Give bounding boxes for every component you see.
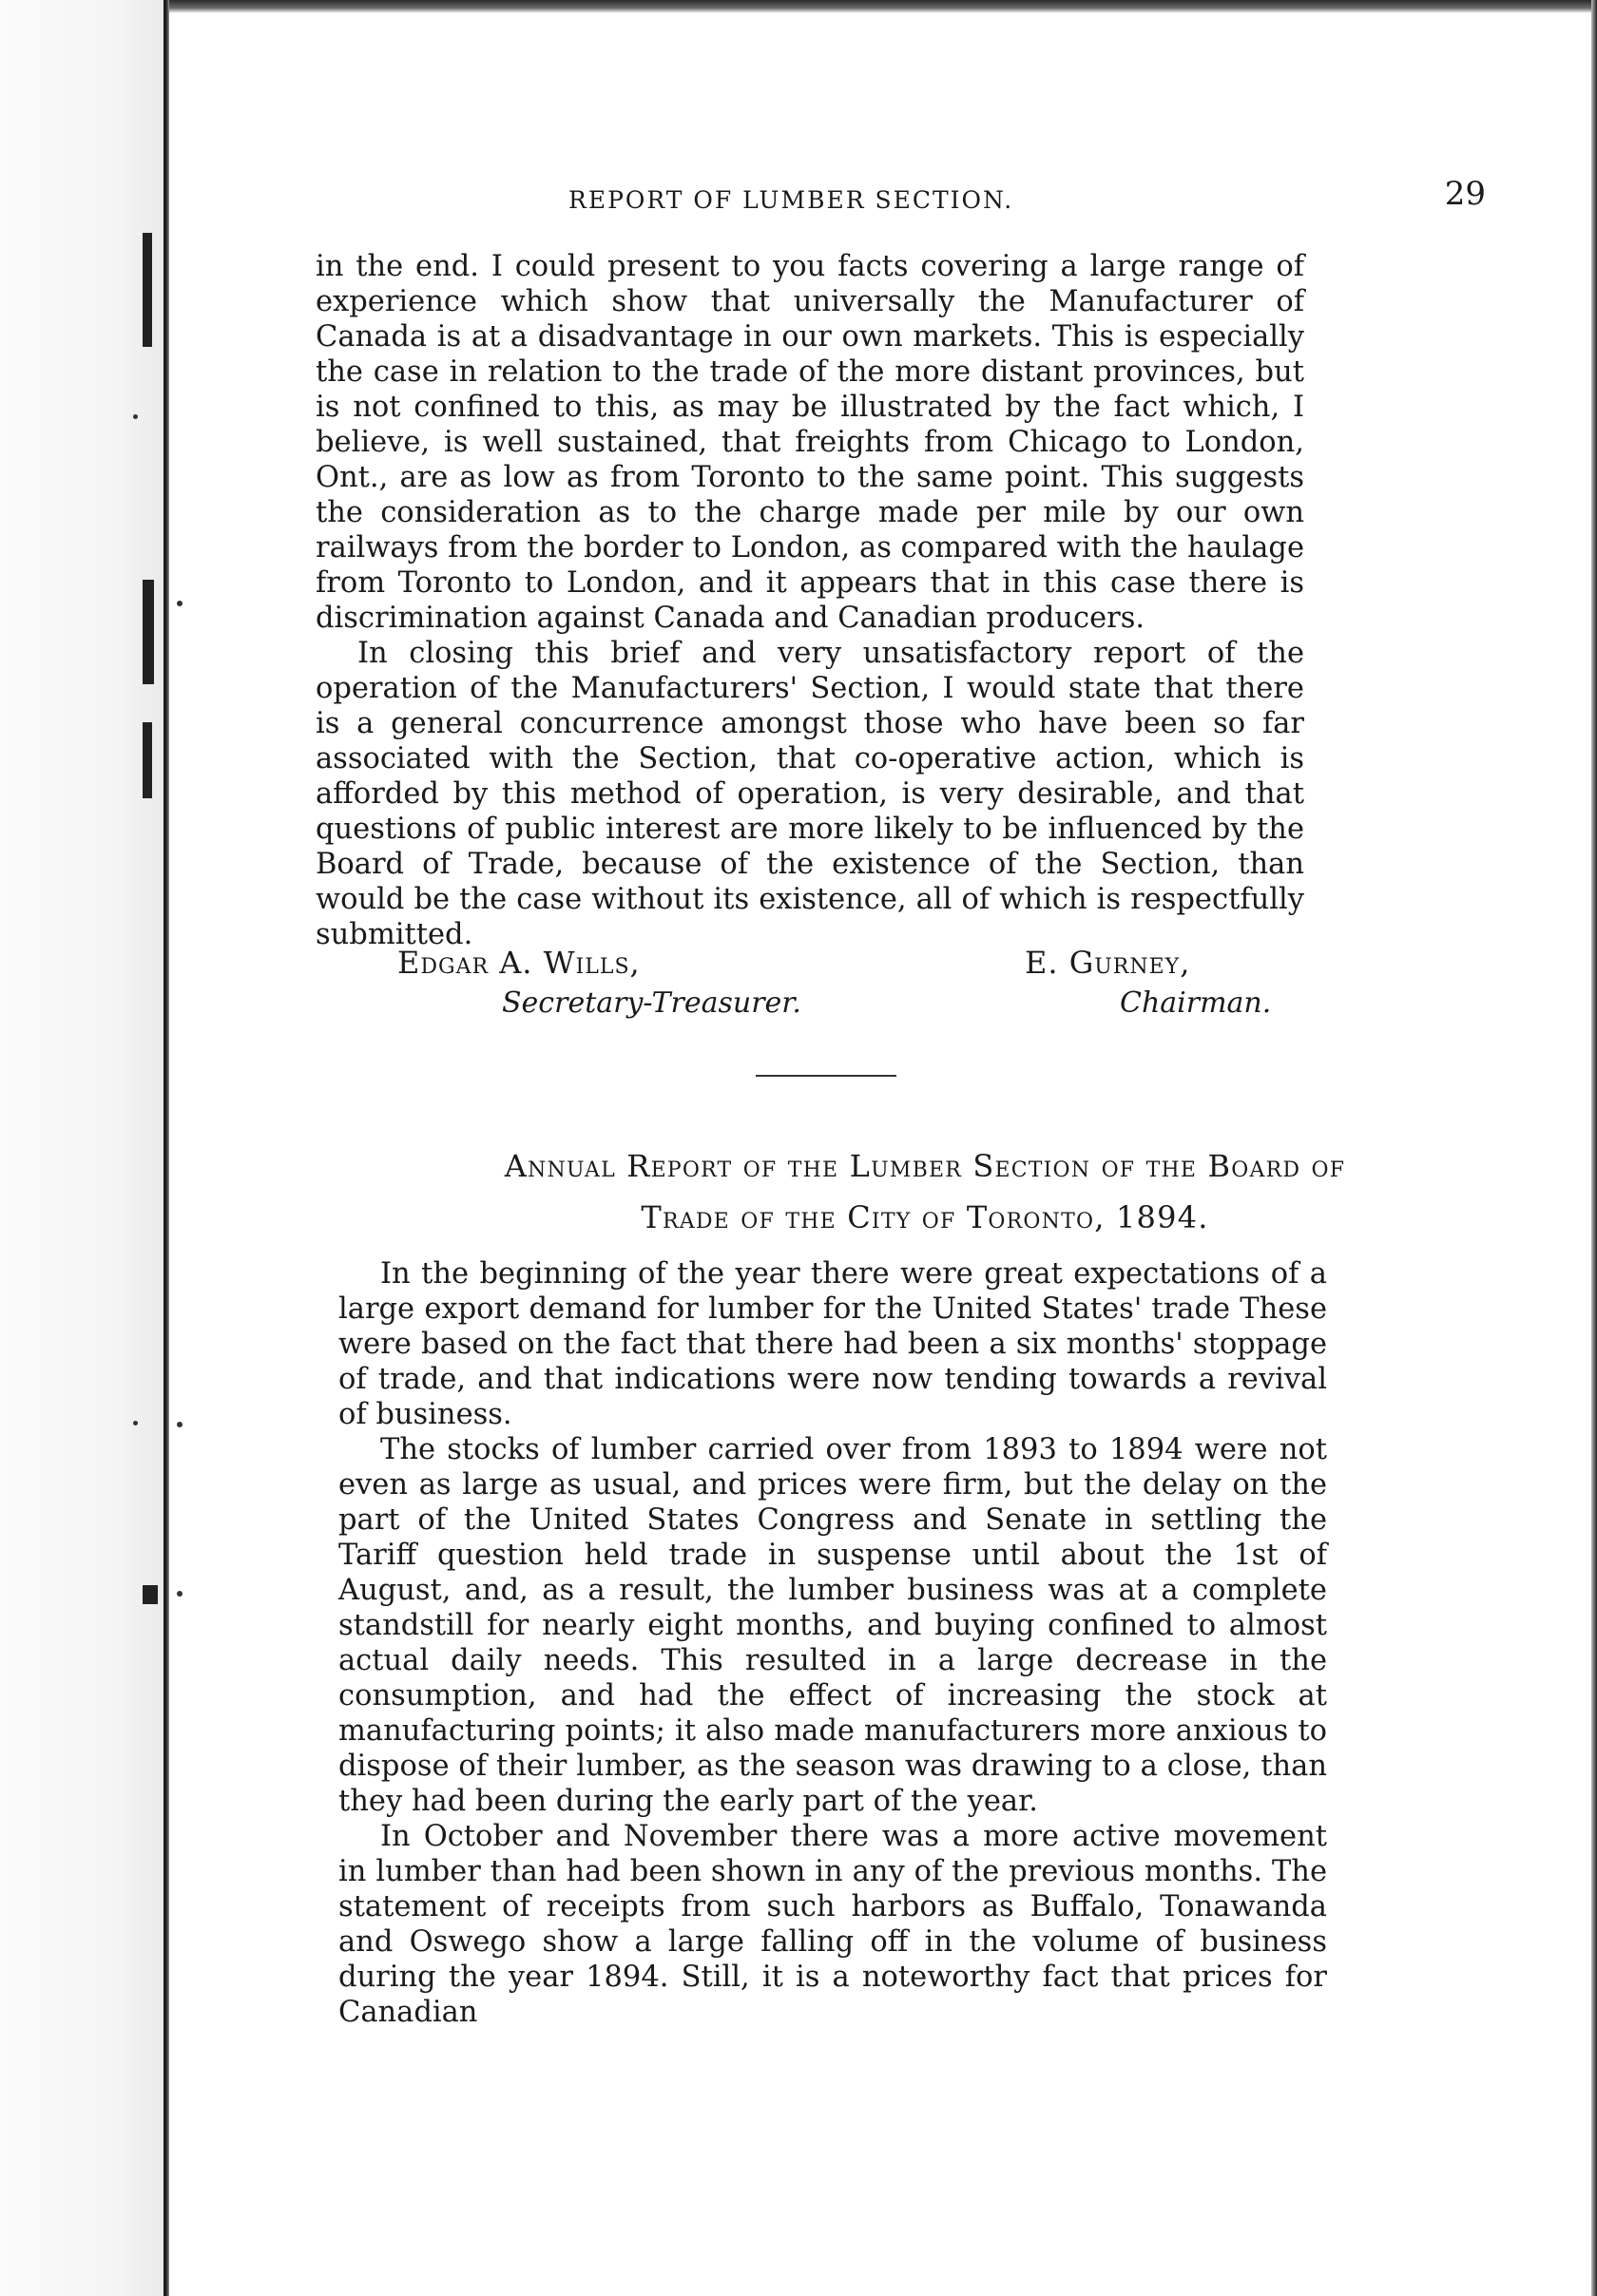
gutter-mark xyxy=(143,580,154,684)
chairman-title: Chairman. xyxy=(1120,986,1272,1020)
gutter-mark xyxy=(143,233,152,347)
paragraph: In the beginning of the year there were great expectations of a large export demand for lumber for the United States' trade These were based on the fact that there had been a six months' stoppage of trade, and that indications were now tending towards a revival of business. xyxy=(338,1257,1327,1431)
page-number: 29 xyxy=(1444,175,1486,213)
section-1-body xyxy=(316,249,1304,952)
heading-line: Annual Report of the Lumber Section of the Board of xyxy=(504,1148,1346,1184)
gutter-mark xyxy=(143,722,152,798)
scan-speck xyxy=(133,414,138,419)
gutter-mark xyxy=(143,1585,158,1604)
signatures xyxy=(397,945,1481,1040)
paragraph: In October and November there was a more active movement in lumber than had been shown in any of the previous months. The statement of receipts from such harbors as Buffalo, Tonawanda and Oswego show a large falling off in the volume of business during the year 1894. Still, it is a noteworthy fact that prices for Canadian xyxy=(338,1820,1327,2029)
paragraph: The stocks of lumber carried over from 1893 to 1894 were not even as large as usual, and prices were firm, but the delay on the part of the United States Congress and Senate in settling the Tariff question held trade in suspense until about the 1st of August, and, as a result, the lumber business was at a complete standstill for nearly eight months, and buying confined to almost actual daily needs. This resulted in a large decrease in the consumption, and had the effect of increasing the stock at manufacturing points; it also made manufacturers more anxious to dispose of their lumber, as the season was drawing to a close, than they had been during the early part of the year. xyxy=(338,1433,1327,1818)
paragraph: In closing this brief and very unsatisfactory report of the operation of the Manufacturers' Section, I would state that there is a general concurrence amongst those who have been so far associated with the Section, that co-operative action, which is afforded by this method of operation, is very desirable, and that questions of public interest are more likely to be influenced by the Board of Trade, because of the existence of the Section, than would be the case without its existence, all of which is respectfully submitted. xyxy=(316,637,1304,951)
secretary-name: Edgar A. Wills, xyxy=(397,945,641,981)
top-scan-edge xyxy=(0,0,1597,13)
section-heading xyxy=(359,1140,1491,1243)
secretary-title: Secretary-Treasurer. xyxy=(502,986,801,1020)
chairman-name: E. Gurney, xyxy=(1025,945,1191,981)
running-title: REPORT OF LUMBER SECTION. xyxy=(568,186,1014,214)
book-page xyxy=(169,13,1591,2296)
heading-line: Trade of the City of Toronto, 1894. xyxy=(641,1199,1209,1235)
section-divider xyxy=(756,1075,896,1077)
section-2-body xyxy=(338,1256,1327,2030)
scan-speck xyxy=(133,1421,138,1425)
paragraph: in the end. I could present to you facts covering a large range of experience which show that universally the Manufacturer of Canada is at a disadvantage in our own markets. This is especially the case in relation to the trade of the more distant provinces, but is not confined to this, as may be illustrated by the fact which, I believe, is well sustained, that freights from Chicago to London, Ont., are as low as from Toronto to the same point. This suggests the consideration as to the charge made per mile by our own railways from the border to London, as compared with the haulage from Toronto to London, and it appears that in this case there is discrimination against Canada and Canadian producers. xyxy=(316,250,1304,635)
right-scan-edge xyxy=(1591,0,1597,2296)
